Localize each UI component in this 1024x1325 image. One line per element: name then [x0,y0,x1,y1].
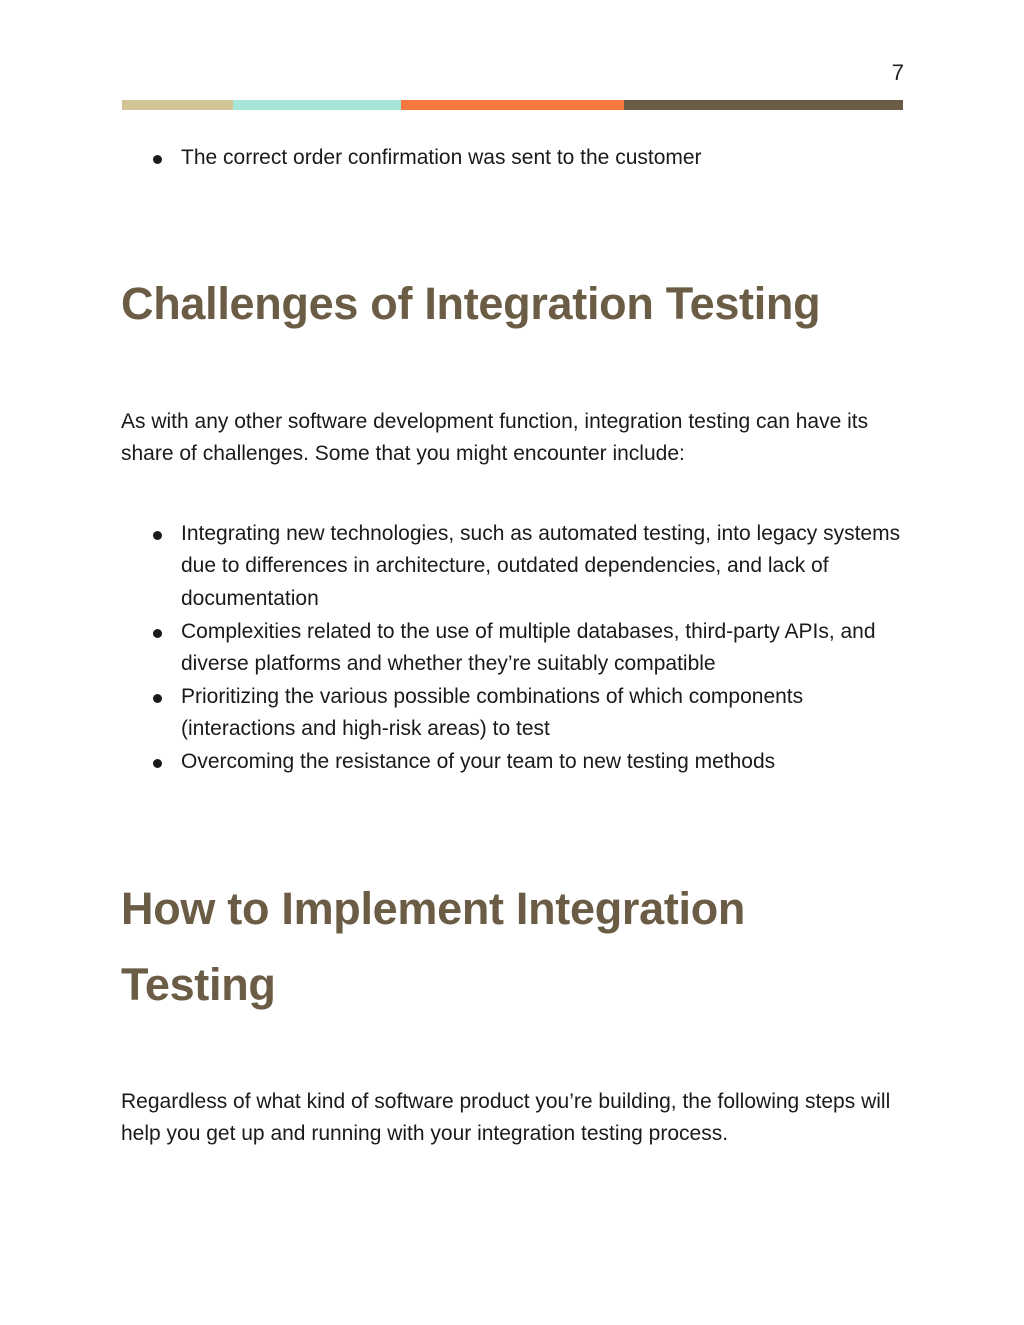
page-number: 7 [891,60,904,85]
color-bar-segment-mint [233,100,401,110]
color-bar-segment-orange [401,100,624,110]
implement-intro-paragraph: Regardless of what kind of software product you’re building, the following steps will help you get up and running with your integration testing process. [121,1089,891,1146]
list-item: Overcoming the resistance of your team to new testing methods [121,746,911,779]
challenges-bullet-list [121,518,911,779]
list-item: Integrating new technologies, such as automated testing, into legacy systems due to differences in architecture, outdated dependencies, and lack of documentation [121,518,911,616]
document-body [121,142,911,1151]
implement-heading: How to Implement Integration Testing [121,882,746,1010]
color-bar-segment-brown [624,100,903,110]
list-item: Complexities related to the use of multiple databases, third-party APIs, and diverse platforms and whether they’re suitably compatible [121,616,911,681]
header-color-bar [122,100,903,110]
color-bar-segment-tan [122,100,233,110]
challenges-intro-paragraph: As with any other software development function, integration testing can have its share of challenges. Some that you might encounter include: [121,409,869,466]
challenges-heading: Challenges of Integration Testing [121,277,821,329]
carryover-bullet-list [121,142,911,175]
list-item: Prioritizing the various possible combinations of which components (interactions and high-risk areas) to test [121,681,911,746]
list-item: The correct order confirmation was sent to the customer [121,142,911,175]
